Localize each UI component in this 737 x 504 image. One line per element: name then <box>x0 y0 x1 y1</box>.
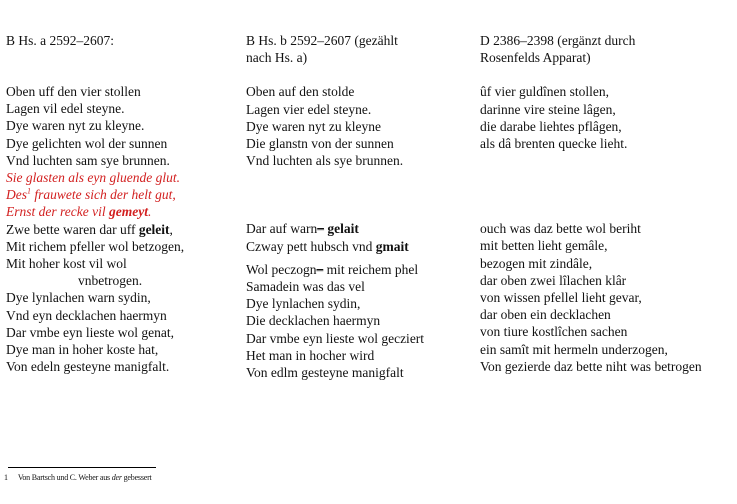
verse-line <box>246 220 471 237</box>
verse-line: Dye gelichten wol der sunnen <box>6 135 168 151</box>
verse-line: Dye waren nyt zu kleyne <box>246 118 381 134</box>
verse-text: frauwete sich der helt gut, <box>31 187 176 203</box>
verse-line: Die glanstn von der sunnen <box>246 136 394 152</box>
verse-line <box>246 238 471 255</box>
footnote <box>4 473 152 482</box>
verse-text: , <box>169 221 173 237</box>
column-b-stanza-3 <box>246 261 471 381</box>
verse-line: bezogen mit zindâle, <box>480 255 593 271</box>
verse-line: Von gezierde daz bette niht was betrogen <box>480 358 702 374</box>
bold-word: gemeyt <box>108 204 148 220</box>
verse-line: Het man in hocher wird <box>246 347 375 363</box>
struck-mark: – <box>316 261 324 277</box>
verse-line: Von edeln gesteyne manigfalt. <box>6 359 170 375</box>
column-d <box>480 32 735 375</box>
verse-line <box>246 261 471 278</box>
verse-line: darinne vire steine lâgen, <box>480 101 616 117</box>
bold-word: geleit <box>138 221 170 237</box>
verse-text: . <box>147 204 152 220</box>
footnote-text: Von Bartsch und C. Weber aus <box>17 473 112 482</box>
column-d-header-line: D 2386–2398 (ergänzt durch <box>480 33 636 48</box>
verse-line: Mit richem pfeller wol betzogen, <box>6 238 185 254</box>
verse-line: ouch was daz bette wol beriht <box>480 221 641 237</box>
verse-line: Oben uff den vier stollen <box>6 84 141 99</box>
verse-line: Dye lynlachen sydin, <box>246 296 361 312</box>
verse-line: vnbetrogen. <box>78 273 143 289</box>
verse-line: Lagen vier edel steyne. <box>246 101 372 117</box>
column-d-header-line: Rosenfelds Apparat) <box>480 50 591 66</box>
struck-mark: – <box>317 221 324 237</box>
verse-line: als dâ brenten quecke lieht. <box>480 136 628 152</box>
verse-text: Des <box>6 187 27 203</box>
verse-line: Vnd luchten sam sye brunnen. <box>6 152 170 168</box>
bold-word: gmait <box>375 238 409 254</box>
verse-line <box>6 221 231 238</box>
verse-line: dar oben zwei lîlachen klâr <box>480 272 627 288</box>
verse-text: Zwe bette waren dar uff <box>6 221 139 237</box>
verse-line: ûf vier guldînen stollen, <box>480 84 609 100</box>
verse-line: Dye waren nyt zu kleyne. <box>6 118 145 134</box>
column-d-stanza-1 <box>480 83 735 152</box>
verse-text: Ernst der recke vil <box>6 204 109 220</box>
verse-text: Dar auf warn <box>246 221 318 237</box>
column-b <box>246 32 471 381</box>
column-d-stanza-2 <box>480 220 735 375</box>
column-b-stanza-2 <box>246 220 471 254</box>
column-d-header <box>480 32 735 66</box>
column-b-header <box>246 32 471 66</box>
column-a-header <box>6 32 231 66</box>
column-a-stanza-1 <box>6 83 231 375</box>
column-a <box>6 32 231 375</box>
verse-line: Lagen vil edel steyne. <box>6 101 125 117</box>
verse-line: die darabe liehtes pflâgen, <box>480 118 622 134</box>
verse-text: mit reichem phel <box>323 261 419 277</box>
column-b-header-line: nach Hs. a) <box>246 50 308 66</box>
verse-line: mit betten lieht gemâle, <box>480 238 608 254</box>
verse-line: dar oben ein decklachen <box>480 307 611 323</box>
footnote-number: 1 <box>4 473 8 482</box>
red-verse-line <box>6 203 231 220</box>
verse-line: Dye man in hoher koste hat, <box>6 342 159 358</box>
column-b-stanza-1 <box>246 83 471 169</box>
column-b-header-line: B Hs. b 2592–2607 (gezählt <box>246 33 398 48</box>
verse-line: Die decklachen haermyn <box>246 313 381 329</box>
verse-line: von tiure kostlîchen sachen <box>480 324 628 340</box>
verse-line: Dar vmbe eyn lieste wol gecziert <box>246 330 425 346</box>
red-verse-line: Sie glasten als eyn gluende glut. <box>6 170 180 186</box>
verse-line: Vnd luchten als sye brunnen. <box>246 153 404 169</box>
verse-line: Vnd eyn decklachen haermyn <box>6 307 167 323</box>
verse-line: Dar vmbe eyn lieste wol genat, <box>6 324 174 340</box>
verse-text: Wol peczogn <box>246 261 317 277</box>
verse-text: Czway pett hubsch vnd <box>246 238 376 254</box>
footnote-emphasis: der <box>111 473 122 482</box>
footnote-divider <box>8 467 156 468</box>
bold-word: gelait <box>323 221 359 237</box>
footnote-marker: 1 <box>27 186 31 196</box>
verse-line: Dye lynlachen warn sydin, <box>6 290 151 306</box>
footnote-text: gebessert <box>121 473 152 482</box>
verse-line: Mit hoher kost vil wol <box>6 256 127 272</box>
verse-line: ein samît mit hermeln underzogen, <box>480 341 668 357</box>
column-a-header-text: B Hs. a 2592–2607: <box>6 33 114 48</box>
red-verse-line <box>6 186 231 203</box>
verse-line: Von edlm gesteyne manigfalt <box>246 365 404 381</box>
verse-line: Oben auf den stolde <box>246 84 355 100</box>
verse-line: Samadein was das vel <box>246 279 365 295</box>
verse-line: von wissen pfellel lieht gevar, <box>480 290 642 306</box>
